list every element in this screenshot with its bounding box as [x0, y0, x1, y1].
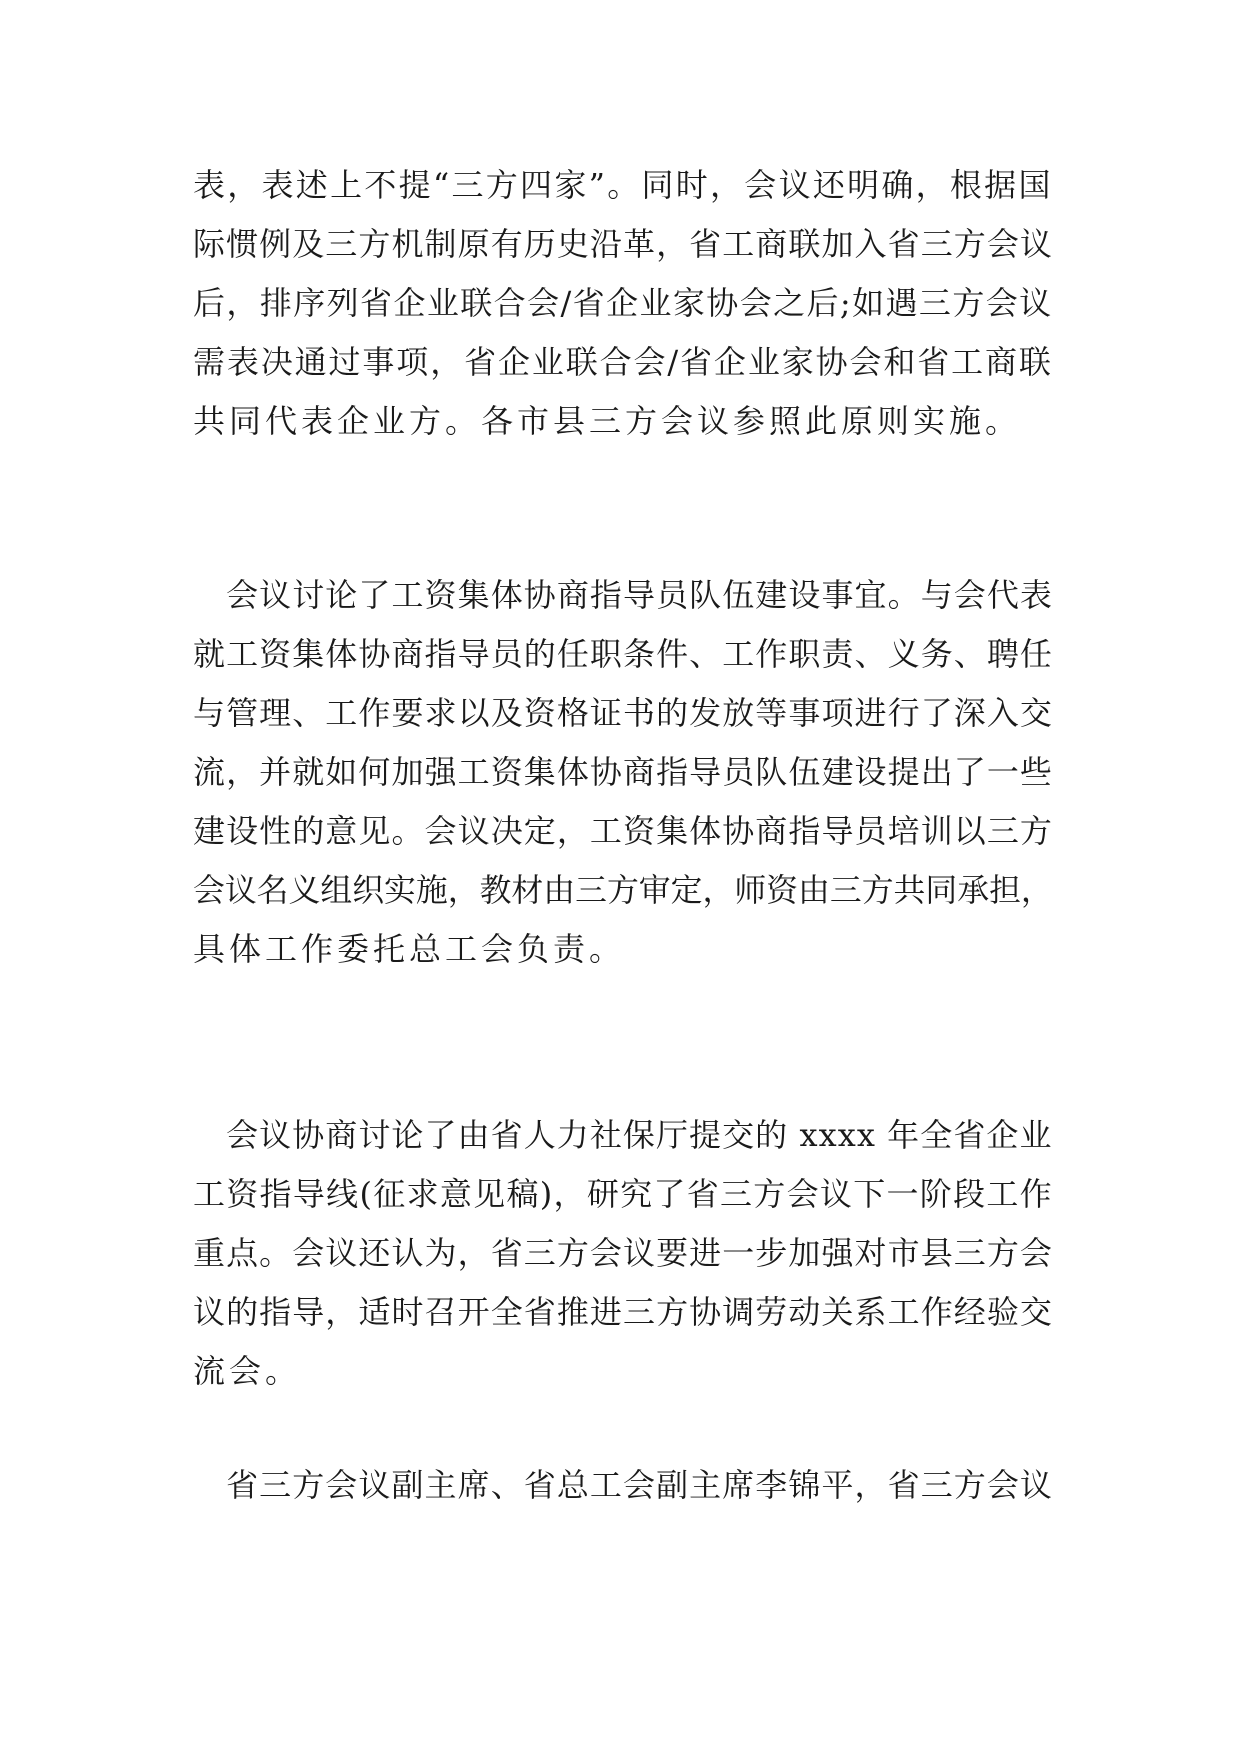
paragraph-line: 省三方会议副主席、省总工会副主席李锦平，省三方会议 — [193, 1466, 1054, 1504]
paragraph-line: 议的指导，适时召开全省推进三方协调劳动关系工作经验交 — [193, 1293, 1054, 1331]
paragraph-line: 会议协商讨论了由省人力社保厅提交的 xxxx 年全省企业 — [193, 1116, 1053, 1154]
paragraph-line: 表，表述上不提“三方四家”。同时，会议还明确，根据国 — [193, 166, 1053, 204]
paragraph-line: 流会。 — [193, 1352, 302, 1390]
paragraph-line: 与管理、工作要求以及资格证书的发放等事项进行了深入交 — [193, 694, 1054, 732]
paragraph-line: 后，排序列省企业联合会/省企业家协会之后;如遇三方会议 — [193, 284, 1053, 322]
paragraph-line: 流，并就如何加强工资集体协商指导员队伍建设提出了一些 — [193, 753, 1054, 791]
paragraph-line: 会议名义组织实施，教材由三方审定，师资由三方共同承担， — [193, 871, 1053, 909]
paragraph-line: 际惯例及三方机制原有历史沿革，省工商联加入省三方会议 — [193, 225, 1054, 263]
paragraph-3 — [193, 1106, 1053, 1401]
paragraph-line: 建设性的意见。会议决定，工资集体协商指导员培训以三方 — [193, 812, 1054, 850]
paragraph-line: 会议讨论了工资集体协商指导员队伍建设事宜。与会代表 — [193, 576, 1054, 614]
paragraph-line: 具体工作委托总工会负责。 — [193, 930, 626, 968]
paragraph-2 — [193, 566, 1053, 979]
paragraph-4 — [193, 1456, 1053, 1515]
paragraph-line: 需表决通过事项，省企业联合会/省企业家协会和省工商联 — [193, 343, 1053, 381]
paragraph-line: 重点。会议还认为，省三方会议要进一步加强对市县三方会 — [193, 1234, 1054, 1272]
paragraph-line: 共同代表企业方。各市县三方会议参照此原则实施。 — [193, 402, 1022, 440]
paragraph-line: 工资指导线(征求意见稿)，研究了省三方会议下一阶段工作 — [193, 1175, 1053, 1213]
paragraph-1 — [193, 156, 1053, 451]
paragraph-line: 就工资集体协商指导员的任职条件、工作职责、义务、聘任 — [193, 635, 1054, 673]
